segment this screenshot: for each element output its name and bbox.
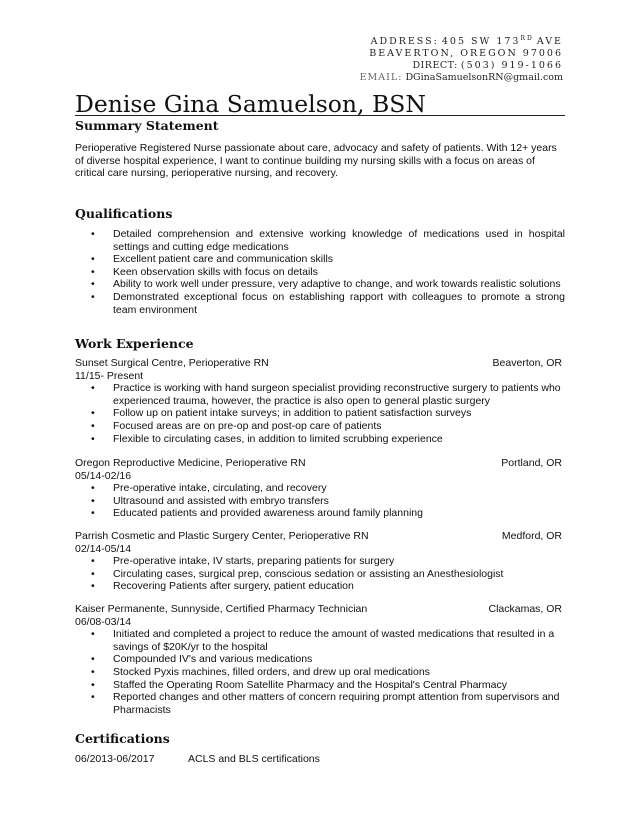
list-item: • Circulating cases, surgical prep, conscious sedation or assisting an Anesthesiologist <box>75 568 565 581</box>
address-suffix: AVE <box>536 36 563 47</box>
list-item: • Recovering Patients after surgery, patient education <box>75 580 565 593</box>
list-item: • Practice is working with hand surgeon specialist providing reconstructive surgery to patients who experienced trauma, however, the practice is also open to general plastic surgery <box>75 382 565 407</box>
list-item: • Excellent patient care and communication skills <box>75 253 565 266</box>
job-location: Medford, OR <box>501 530 562 542</box>
email-value: DGinaSamuelsonRN@gmail.com <box>405 72 563 83</box>
job-dates: 05/14-02/16 <box>75 469 132 482</box>
list-item: • Ability to work well under pressure, very adaptive to change, and work towards realistic solutions <box>75 278 565 291</box>
job-header <box>75 603 565 616</box>
list-item: • Pre-operative intake, circulating, and recovery <box>75 482 565 495</box>
qualifications-list <box>75 228 565 316</box>
candidate-name: Denise Gina Samuelson, BSN <box>75 90 426 118</box>
summary-text: Perioperative Registered Nurse passionate about care, advocacy and safety of patients. With 12+ years of diverse hospital experience, I want to continue building my nursing skills with a focus on areas of critical care nursing, perioperative nursing, and recovery. <box>75 142 557 180</box>
address-line-2: BEAVERTON, OREGON 97006 <box>369 48 563 59</box>
list-item: • Focused areas are on pre-op and post-op care of patients <box>75 420 565 433</box>
list-item: • Detailed comprehension and extensive working knowledge of medications used in hospital settings and cutting edge medications <box>75 228 565 253</box>
list-item: • Ultrasound and assisted with embryo transfers <box>75 495 565 508</box>
certification-row <box>75 753 320 765</box>
job-title: Oregon Reproductive Medicine, Perioperative RN <box>75 457 306 469</box>
list-item: • Pre-operative intake, IV starts, preparing patients for surgery <box>75 555 565 568</box>
job-bullets <box>75 555 565 593</box>
address-ordinal: RD <box>520 34 534 42</box>
list-item: • Compounded IV's and various medications <box>75 653 565 666</box>
job-title: Kaiser Permanente, Sunnyside, Certified Pharmacy Technician <box>75 603 368 615</box>
job-bullets <box>75 382 565 445</box>
address-label: ADDRESS: <box>370 36 439 47</box>
summary-heading: Summary Statement <box>75 118 219 133</box>
job-header <box>75 457 565 470</box>
job-entry-oregon <box>75 457 565 520</box>
job-entry-parrish <box>75 530 565 593</box>
phone-value: (503) 919-1066 <box>460 60 563 71</box>
list-item: • Reported changes and other matters of concern requiring prompt attention from supervisors and Pharmacists <box>75 691 565 716</box>
certification-dates: 06/2013-06/2017 <box>75 753 155 765</box>
email-label: EMAIL: <box>359 72 403 83</box>
qualifications-heading: Qualifications <box>75 206 173 221</box>
address-street: 405 SW 173 <box>441 36 521 47</box>
job-location: Beaverton, OR <box>492 357 562 369</box>
contact-block <box>360 36 563 84</box>
work-heading: Work Experience <box>75 336 194 351</box>
list-item: • Follow up on patient intake surveys; in addition to patient satisfaction surveys <box>75 407 565 420</box>
job-entry-kaiser <box>75 603 565 716</box>
job-title: Sunset Surgical Centre, Perioperative RN <box>75 357 269 369</box>
job-location: Clackamas, OR <box>488 603 562 615</box>
list-item: • Initiated and completed a project to reduce the amount of wasted medications that resulted in a savings of $20K/yr to the hospital <box>75 628 565 653</box>
address-line-1 <box>360 36 563 48</box>
job-header <box>75 530 565 543</box>
list-item: • Demonstrated exceptional focus on establishing rapport with colleagues to promote a strong team environment <box>75 291 565 316</box>
email-line <box>360 72 563 84</box>
job-dates: 02/14-05/14 <box>75 542 132 555</box>
list-item: • Flexible to circulating cases, in addition to limited scrubbing experience <box>75 433 565 446</box>
certifications-heading: Certifications <box>75 731 170 746</box>
job-location: Portland, OR <box>501 457 562 469</box>
job-bullets <box>75 628 565 716</box>
phone-label: DIRECT: <box>412 60 458 71</box>
job-header <box>75 357 565 370</box>
list-item: • Keen observation skills with focus on details <box>75 266 565 279</box>
job-entry-sunset <box>75 357 565 445</box>
list-item: • Staffed the Operating Room Satellite Pharmacy and the Hospital's Central Pharmacy <box>75 679 565 692</box>
job-dates: 11/15- Present <box>75 369 144 382</box>
certification-text: ACLS and BLS certifications <box>188 753 320 765</box>
list-item: • Stocked Pyxis machines, filled orders, and drew up oral medications <box>75 666 565 679</box>
job-title: Parrish Cosmetic and Plastic Surgery Center, Perioperative RN <box>75 530 369 542</box>
job-bullets <box>75 482 565 520</box>
list-item: • Educated patients and provided awareness around family planning <box>75 507 565 520</box>
name-divider <box>75 115 565 116</box>
job-dates: 06/08-03/14 <box>75 615 132 628</box>
phone-line <box>360 60 563 72</box>
